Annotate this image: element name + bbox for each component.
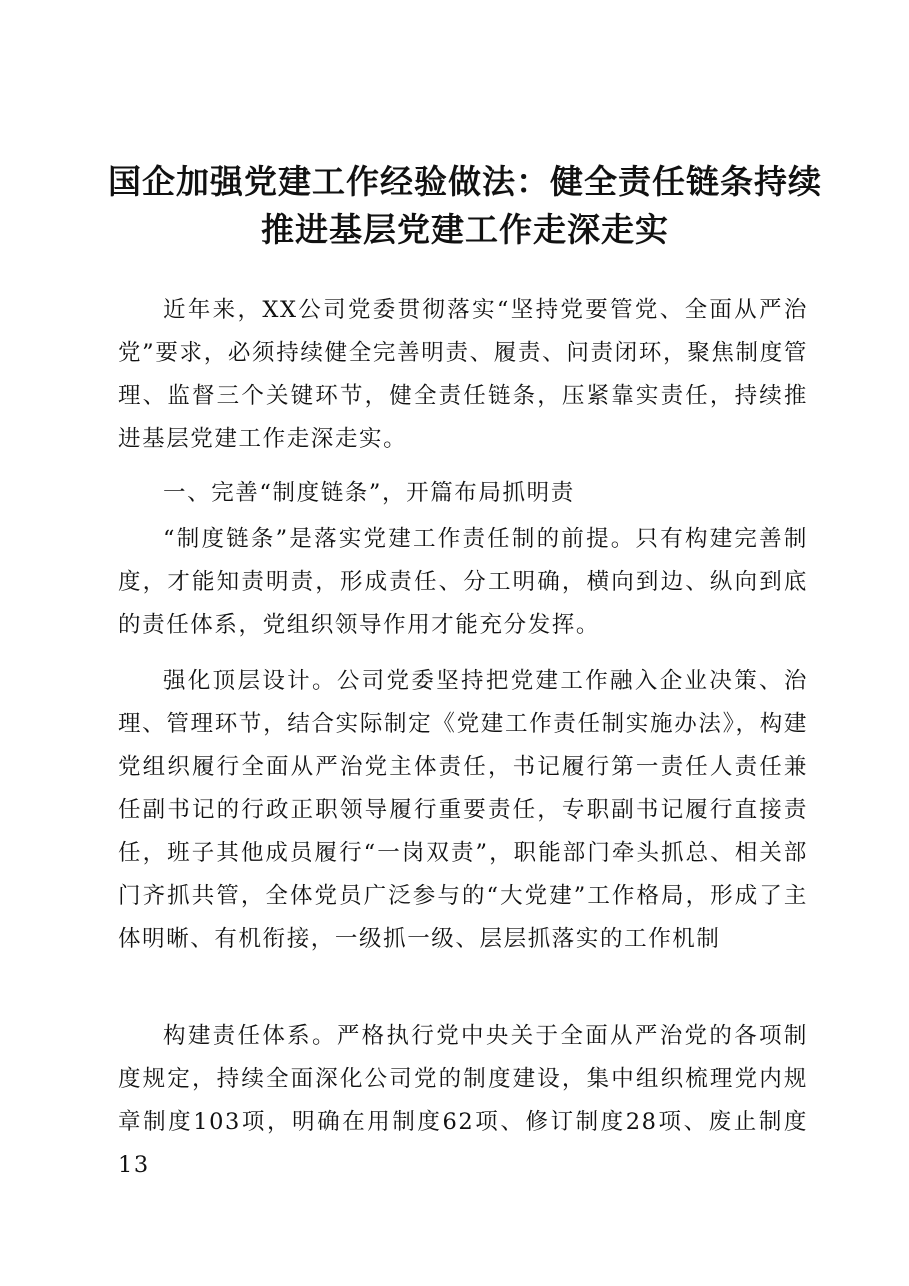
section-heading-1: 一、完善“制度链条”，开篇布局抓明责 [163, 480, 575, 506]
paragraph-intro: 近年来，XX公司党委贯彻落实“坚持党要管党、全面从严治党”要求，必须持续健全完善明责、履责、问责闭环，聚焦制度管理、监督三个关键环节，健全责任链条，压紧靠实责任，持续推进基层党建工作走深走实。 [118, 297, 808, 452]
paragraph-system-chain: “制度链条”是落实党建工作责任制的前提。只有构建完善制度，才能知责明责，形成责任、分工明确，横向到边、纵向到底的责任体系，党组织领导作用才能充分发挥。 [118, 526, 808, 638]
paragraph-top-design: 强化顶层设计。公司党委坚持把党建工作融入企业决策、治理、管理环节，结合实际制定《党建工作责任制实施办法》，构建党组织履行全面从严治党主体责任，书记履行第一责任人责任兼任副书记的行政正职领导履行重要责任，专职副书记履行直接责任，班子其他成员履行“一岗双责”，职能部门牵头抓总、相关部门齐抓共管，全体党员广泛参与的“大党建”工作格局，形成了主体明晰、有机衔接，一级抓一级、层层抓落实的工作机制 [118, 668, 808, 952]
document-title-line-1: 国企加强党建工作经验做法：健全责任链条持续 [108, 162, 822, 201]
paragraph-responsibility-system: 构建责任体系。严格执行党中央关于全面从严治党的各项制度规定，持续全面深化公司党的制度建设，集中组织梳理党内规章制度103项，明确在用制度62项、修订制度28项、废止制度13 [118, 1023, 808, 1178]
document-title-line-2: 推进基层党建工作走深走实 [261, 210, 669, 249]
